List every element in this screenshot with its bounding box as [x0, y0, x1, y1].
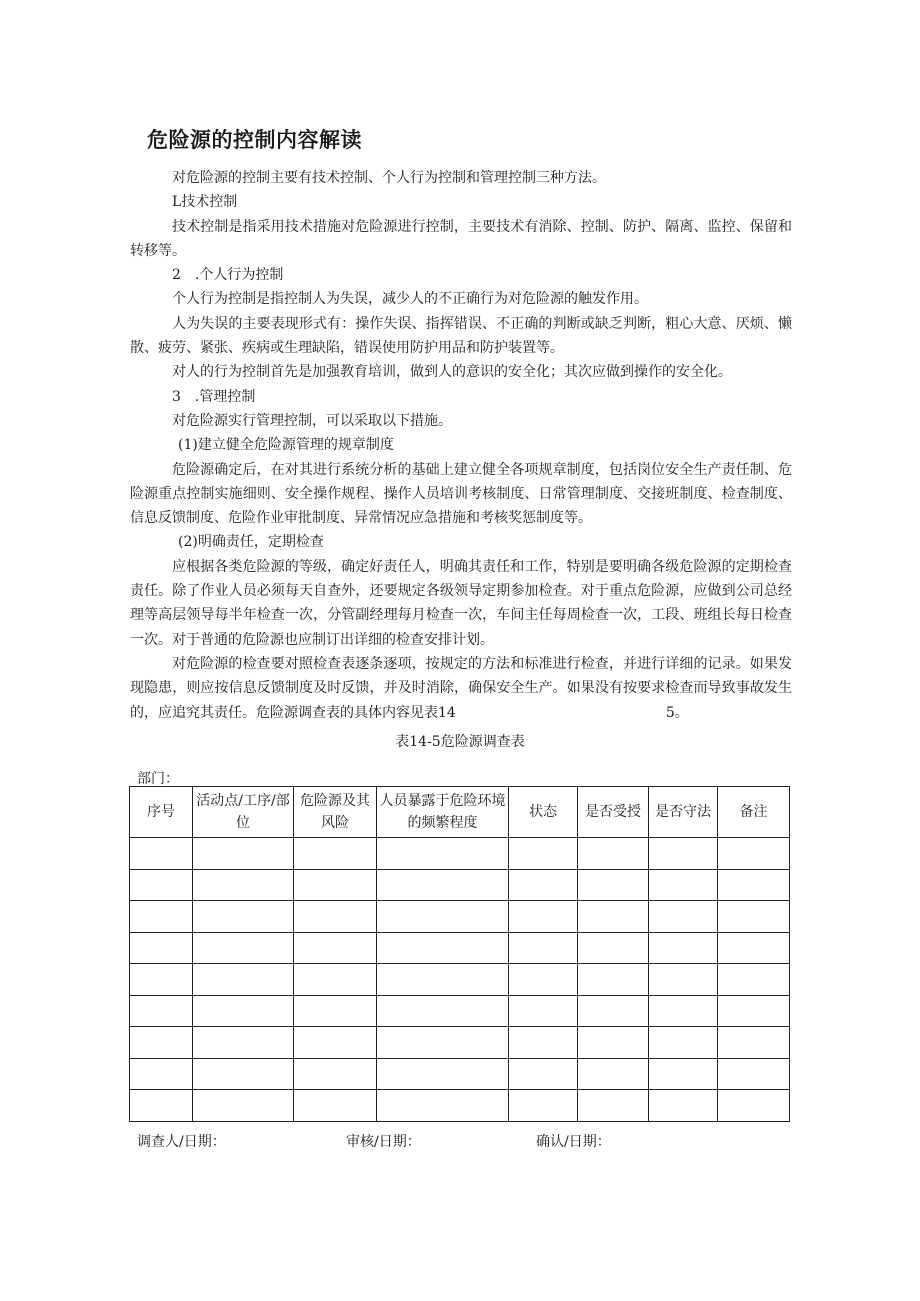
- table-cell[interactable]: [578, 901, 649, 933]
- table-cell[interactable]: [578, 1058, 649, 1090]
- table-cell[interactable]: [193, 1027, 294, 1059]
- subsection-heading: (2)明确责任，定期检查: [178, 534, 324, 551]
- header-cell: 危险源及其风险: [294, 787, 377, 838]
- confirmer-signature: 确认/日期：: [536, 1134, 611, 1150]
- table-row: [130, 1090, 790, 1122]
- header-cell: 是否受授: [578, 787, 649, 838]
- table-cell[interactable]: [294, 869, 377, 901]
- table-cell[interactable]: [509, 1027, 578, 1059]
- paragraph: 对危险源实行管理控制，可以采取以下措施。: [172, 412, 452, 429]
- header-cell: 状态: [509, 787, 578, 838]
- document-title: 危险源的控制内容解读: [147, 128, 362, 152]
- table-cell[interactable]: [718, 1027, 790, 1059]
- table-cell[interactable]: [509, 964, 578, 996]
- table-cell[interactable]: [649, 1058, 718, 1090]
- table-cell[interactable]: [193, 995, 294, 1027]
- table-row: [130, 932, 790, 964]
- table-cell[interactable]: [377, 995, 509, 1027]
- table-cell[interactable]: [193, 1058, 294, 1090]
- table-cell[interactable]: [578, 838, 649, 870]
- header-cell: 备注: [718, 787, 790, 838]
- table-cell[interactable]: [509, 932, 578, 964]
- table-cell[interactable]: [509, 1058, 578, 1090]
- table-cell[interactable]: [377, 932, 509, 964]
- table-cell[interactable]: [718, 838, 790, 870]
- table-cell[interactable]: [649, 1090, 718, 1122]
- table-cell[interactable]: [718, 995, 790, 1027]
- table-cell[interactable]: [377, 1027, 509, 1059]
- table-cell[interactable]: [377, 869, 509, 901]
- table-cell[interactable]: [377, 1058, 509, 1090]
- paragraph: 人为失误的主要表现形式有：操作失误、指挥错误、不正确的判断或缺乏判断，粗心大意、厌烦、懒散、疲劳、紧张、疾病或生理缺陷，错误使用防护用品和防护装置等。: [130, 315, 792, 357]
- table-row: [130, 869, 790, 901]
- table-cell[interactable]: [578, 1090, 649, 1122]
- table-cell[interactable]: [509, 1090, 578, 1122]
- table-cell[interactable]: [578, 932, 649, 964]
- table-body: [130, 838, 790, 1122]
- investigator-signature: 调查人/日期：: [137, 1134, 226, 1150]
- paragraph: 技术控制是指采用技术措施对危险源进行控制，主要技术有消除、控制、防护、隔离、监控、保留和转移等。: [130, 218, 792, 259]
- table-cell[interactable]: [294, 901, 377, 933]
- table-cell[interactable]: [509, 869, 578, 901]
- paragraph: 对危险源的控制主要有技术控制、个人行为控制和管理控制三种方法。: [172, 170, 606, 186]
- table-cell[interactable]: [294, 1090, 377, 1122]
- paragraph: 对人的行为控制首先是加强教育培训，做到人的意识的安全化；其次应做到操作的安全化。: [172, 364, 732, 381]
- section-heading: 3 .管理控制: [172, 388, 256, 405]
- table-cell[interactable]: [377, 838, 509, 870]
- table-cell[interactable]: [193, 869, 294, 901]
- table-cell[interactable]: [294, 995, 377, 1027]
- table-cell[interactable]: [294, 932, 377, 964]
- paragraph: 个人行为控制是指控制人为失误，减少人的不正确行为对危险源的触发作用。: [172, 291, 648, 308]
- table-cell[interactable]: [130, 869, 193, 901]
- table-cell[interactable]: [130, 901, 193, 933]
- table-row: [130, 901, 790, 933]
- table-cell[interactable]: [649, 995, 718, 1027]
- table-cell[interactable]: [193, 838, 294, 870]
- table-cell[interactable]: [193, 1090, 294, 1122]
- paragraph: 应根据各类危险源的等级，确定好责任人，明确其责任和工作，特别是要明确各级危险源的定期检查责任。除了作业人员必须每天自查外，还要规定各级领导定期参加检查。对于重点危险源，应做到公司总经理等高层领导每半年检查一次，分管副经理每月检查一次，车间主任每周检查一次，工段、班组长每日检查一次。对于普通的危险源也应制订出详细的检查安排计划。: [130, 558, 792, 648]
- table-row: [130, 838, 790, 870]
- table-row: [130, 1027, 790, 1059]
- table-cell[interactable]: [130, 838, 193, 870]
- table-cell[interactable]: [130, 1027, 193, 1059]
- table-cell[interactable]: [193, 932, 294, 964]
- table-row: [130, 1058, 790, 1090]
- table-cell[interactable]: [294, 964, 377, 996]
- table-cell[interactable]: [193, 901, 294, 933]
- header-cell: 序号: [130, 787, 193, 838]
- table-cell[interactable]: [377, 1090, 509, 1122]
- table-cell[interactable]: [509, 995, 578, 1027]
- table-caption: 表14-5危险源调查表: [395, 734, 525, 750]
- table-cell[interactable]: [718, 1090, 790, 1122]
- table-cell[interactable]: [294, 838, 377, 870]
- header-cell: 活动点/工序/部位: [193, 787, 294, 838]
- table-row: [130, 964, 790, 996]
- paragraph-tail: 5。: [665, 704, 689, 721]
- table-cell[interactable]: [649, 838, 718, 870]
- paragraph: 危险源确定后，在对其进行系统分析的基础上建立健全各项规章制度，包括岗位安全生产责任制、危险源重点控制实施细则、安全操作规程、操作人员培训考核制度、日常管理制度、交接班制度、检查制度、信息反馈制度、危险作业审批制度、异常情况应急措施和考核奖惩制度等。: [130, 461, 792, 527]
- table-cell[interactable]: [130, 1090, 193, 1122]
- hazard-survey-table: [129, 786, 790, 1122]
- reviewer-signature: 审核/日期：: [346, 1134, 421, 1150]
- table-cell[interactable]: [377, 964, 509, 996]
- table-cell[interactable]: [718, 901, 790, 933]
- table-cell[interactable]: [578, 869, 649, 901]
- table-cell[interactable]: [130, 964, 193, 996]
- section-heading: 2 .个人行为控制: [172, 267, 284, 284]
- table-cell[interactable]: [130, 995, 193, 1027]
- table-cell[interactable]: [130, 932, 193, 964]
- section-heading: L技术控制: [172, 194, 238, 211]
- paragraph-text: 对危险源的检查要对照检查表逐条逐项，按规定的方法和标准进行检查，并进行详细的记录。如果发现隐患，则应按信息反馈制度及时反馈，并及时消除，确保安全生产。如果没有按要求检查而导致事故发生的，应追究其责任。危险源调查表的具体内容见表14: [130, 655, 792, 721]
- table-cell[interactable]: [130, 1058, 193, 1090]
- table-cell[interactable]: [193, 964, 294, 996]
- body-text: [130, 166, 792, 725]
- table-header-row: [130, 787, 790, 838]
- table-cell[interactable]: [718, 869, 790, 901]
- table-row: [130, 995, 790, 1027]
- table-cell[interactable]: [578, 964, 649, 996]
- table-cell[interactable]: [377, 901, 509, 933]
- header-cell: 是否守法: [649, 787, 718, 838]
- table-cell[interactable]: [578, 1027, 649, 1059]
- table-cell[interactable]: [294, 1027, 377, 1059]
- table-cell[interactable]: [578, 995, 649, 1027]
- table-cell[interactable]: [294, 1058, 377, 1090]
- table-cell[interactable]: [718, 964, 790, 996]
- table-cell[interactable]: [509, 838, 578, 870]
- header-cell: 人员暴露于危险环境的频繁程度: [377, 787, 509, 838]
- department-label: 部门：: [137, 771, 179, 787]
- subsection-heading: (1)建立健全危险源管理的规章制度: [178, 437, 394, 454]
- table-cell[interactable]: [718, 1058, 790, 1090]
- table-cell[interactable]: [649, 869, 718, 901]
- table-cell[interactable]: [718, 932, 790, 964]
- table-cell[interactable]: [509, 901, 578, 933]
- table-cell[interactable]: [649, 964, 718, 996]
- table-cell[interactable]: [649, 932, 718, 964]
- paragraph: [130, 652, 792, 725]
- table-cell[interactable]: [649, 1027, 718, 1059]
- table-cell[interactable]: [649, 901, 718, 933]
